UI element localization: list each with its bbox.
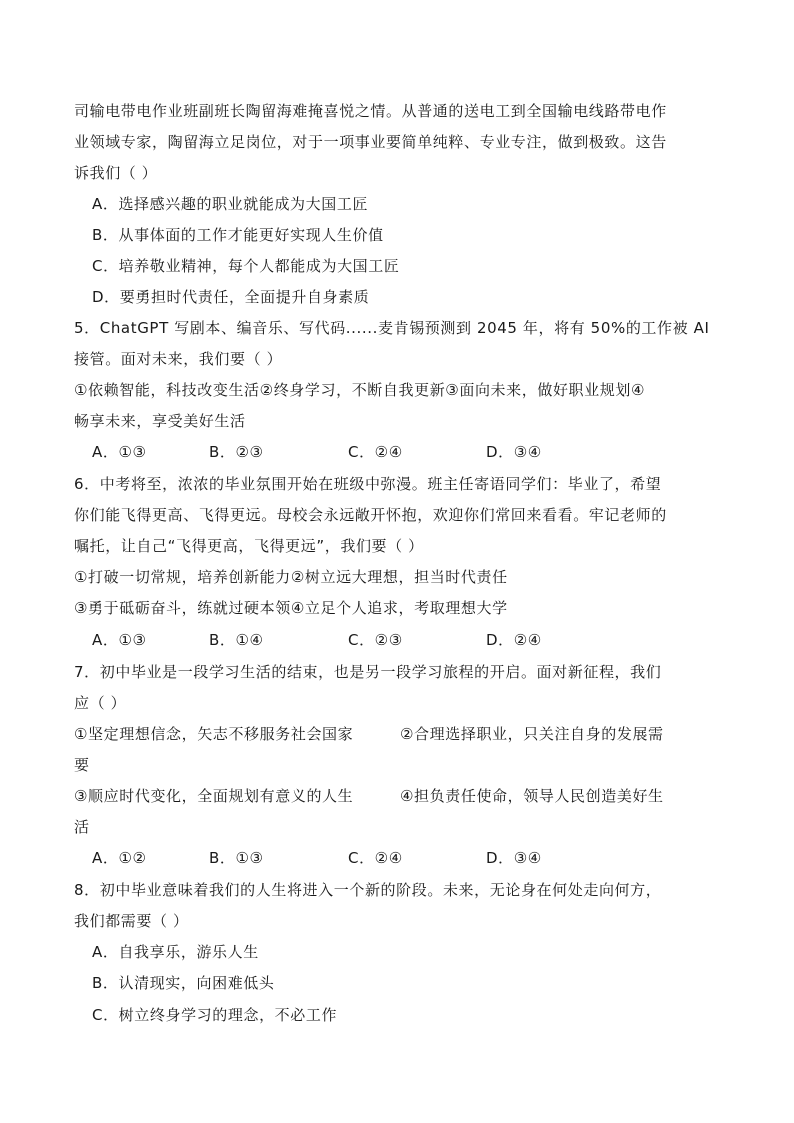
question-7-option-d: D．③④ <box>486 849 542 867</box>
question-6-stem-line-1: 6．中考将至，浓浓的毕业氛围开始在班级中弥漫。班主任寄语同学们：毕业了，希望 <box>74 475 662 493</box>
question-6-statements-line-1: ①打破一切常规，培养创新能力②树立远大理想，担当时代责任 <box>74 568 508 586</box>
question-5-option-c: C．②④ <box>348 443 403 461</box>
question-8-option-b: B．认清现实，向困难低头 <box>92 974 275 992</box>
question-7-statement-2-wrap: 要 <box>74 756 90 774</box>
question-8-stem-line-1: 8．初中毕业意味着我们的人生将进入一个新的阶段。未来，无论身在何处走向何方， <box>74 881 662 899</box>
question-7-statement-4-wrap: 活 <box>74 818 90 836</box>
question-7-option-b: B．①③ <box>209 849 264 867</box>
question-4-stem-line-3: 诉我们（ ） <box>74 164 158 182</box>
question-4-stem-line-1: 司输电带电作业班副班长陶留海难掩喜悦之情。从普通的送电工到全国输电线路带电作 <box>74 102 667 120</box>
question-5-option-b: B．②③ <box>209 443 264 461</box>
question-7-statement-3: ③顺应时代变化，全面规划有意义的人生 <box>74 787 354 805</box>
question-5-stem-line-1: 5．ChatGPT 写剧本、编音乐、写代码......麦肯锡预测到 2045 年，将有 50%的工作被 AI <box>74 319 710 337</box>
question-7-stem-line-2: 应（ ） <box>74 694 127 712</box>
question-7-statement-2: ②合理选择职业，只关注自身的发展需 <box>400 725 664 743</box>
question-5-option-d: D．③④ <box>486 443 542 461</box>
question-6-statements-line-2: ③勇于砥砺奋斗，练就过硬本领④立足个人追求，考取理想大学 <box>74 599 508 617</box>
question-6-option-b: B．①④ <box>209 631 264 649</box>
question-4-option-c: C．培养敬业精神，每个人都能成为大国工匠 <box>92 257 400 275</box>
question-6-stem-line-2: 你们能飞得更高、飞得更远。母校会永远敞开怀抱，欢迎你们常回来看看。牢记老师的 <box>74 506 667 524</box>
question-4-option-d: D．要勇担时代责任，全面提升自身素质 <box>92 288 370 306</box>
question-6-option-a: A．①③ <box>92 631 147 649</box>
question-4-option-b: B．从事体面的工作才能更好实现人生价值 <box>92 226 384 244</box>
question-7-option-c: C．②④ <box>348 849 403 867</box>
question-8-option-c: C．树立终身学习的理念，不必工作 <box>92 1006 338 1024</box>
question-8-option-a: A．自我享乐，游乐人生 <box>92 943 259 961</box>
question-5-statements-line-2: 畅享未来，享受美好生活 <box>74 412 246 430</box>
question-7-stem-line-1: 7．初中毕业是一段学习生活的结束，也是另一段学习旅程的开启。面对新征程，我们 <box>74 663 662 681</box>
question-7-statement-4: ④担负责任使命，领导人民创造美好生 <box>400 787 664 805</box>
question-4-option-a: A．选择感兴趣的职业就能成为大国工匠 <box>92 195 369 213</box>
question-5-option-a: A．①③ <box>92 443 147 461</box>
question-6-option-d: D．②④ <box>486 631 542 649</box>
question-4-stem-line-2: 业领域专家，陶留海立足岗位，对于一项事业要简单纯粹、专业专注，做到极致。这告 <box>74 133 667 151</box>
question-5-stem-line-2: 接管。面对未来，我们要（ ） <box>74 350 283 368</box>
question-7-option-a: A．①② <box>92 849 147 867</box>
question-5-statements-line-1: ①依赖智能，科技改变生活②终身学习，不断自我更新③面向未来，做好职业规划④ <box>74 381 645 399</box>
question-8-stem-line-2: 我们都需要（ ） <box>74 912 189 930</box>
question-6-option-c: C．②③ <box>348 631 403 649</box>
question-7-statement-1: ①坚定理想信念，矢志不移服务社会国家 <box>74 725 354 743</box>
question-6-stem-line-3: 嘱托，让自己“飞得更高，飞得更远”，我们要（ ） <box>74 537 424 555</box>
